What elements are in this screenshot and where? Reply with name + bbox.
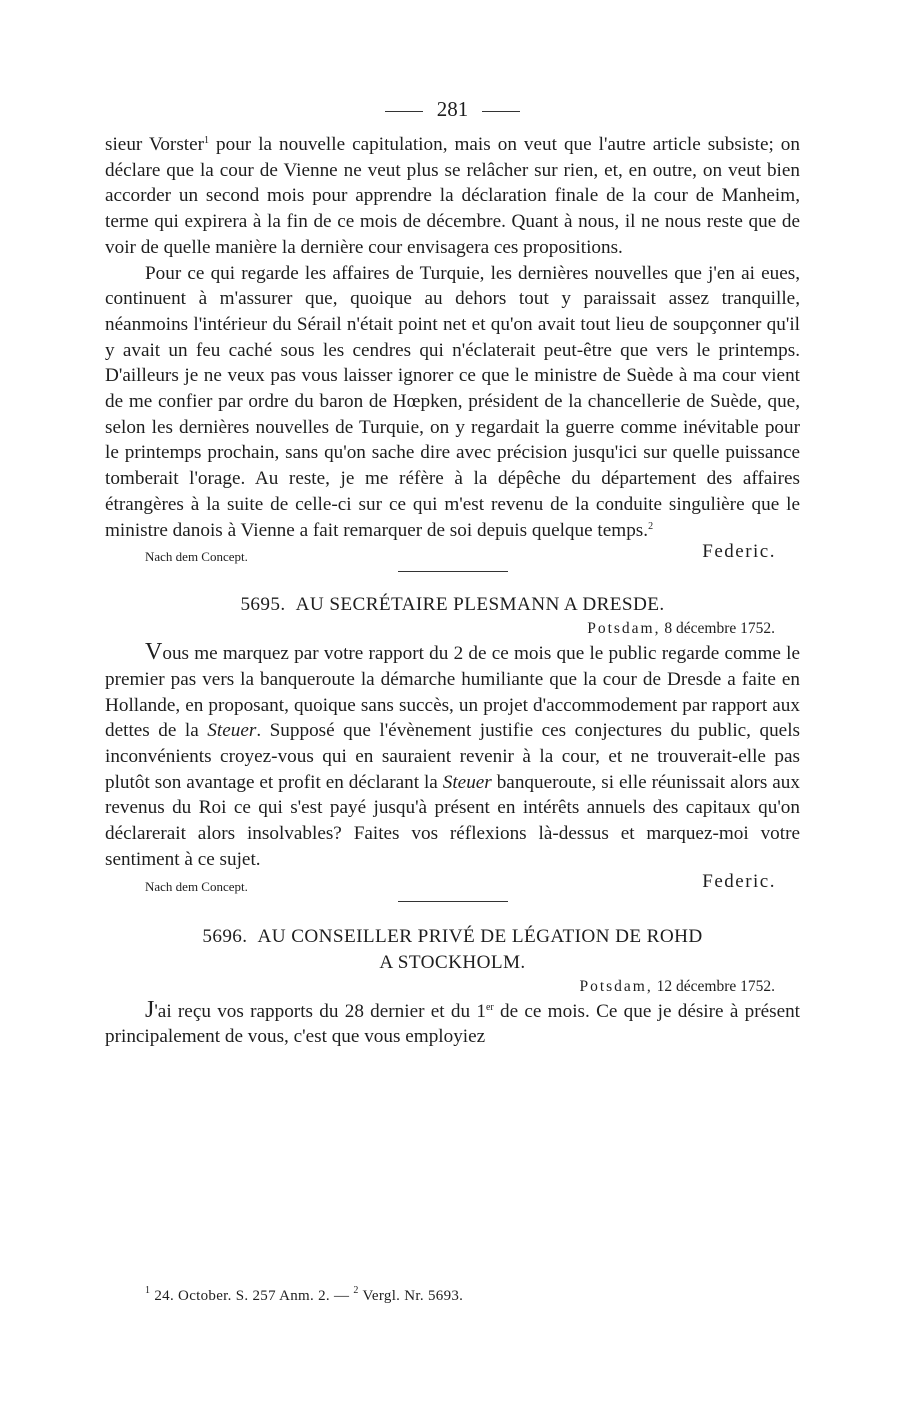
letter-body: [105, 640, 800, 872]
paragraph-text: banqueroute, si elle réunissait alors aux revenus du Roi ce qui s'est payé jusqu'à présent en intérêts annuels des capitaux qu'on déclarerait alors insolvables? Faites vos réflexions là-dessus et marquez-moi votre sentiment à ce sujet.: [105, 771, 800, 870]
paragraph-text: de ce mois. Ce que je désire à présent principalement de vous, c'est que vous employiez: [105, 1000, 801, 1048]
letter-title-line-2: A STOCKHOLM.: [379, 951, 526, 973]
letter-heading: [105, 924, 800, 950]
signature: Federic.: [702, 541, 776, 563]
place: Potsdam,: [579, 977, 653, 995]
place: Potsdam,: [587, 620, 661, 638]
closing-block: [105, 543, 800, 569]
initial-letter: J: [145, 996, 155, 1023]
footnote-mark: 2: [648, 520, 654, 532]
emphasis: Steuer: [442, 771, 492, 793]
letter-heading: [105, 592, 800, 618]
footnote-2: Vergl. Nr. 5693.: [358, 1288, 464, 1304]
paragraph-text: pour la nouvelle capitulation, mais on veut que l'autre article subsiste; on déclare que la cour de Vienne ne veut plus se relâcher sur rien, et, en outre, on veut bien accorder un second mois pour apprendre la déclaration finale de la cour de Manheim, terme qui expirera à la fin de ce mois de décembre. Quant à nous, il ne nous reste que de voir de quelle manière la dernière cour envisagera ces propositions.: [105, 134, 800, 258]
header-dash-right: [482, 111, 520, 112]
dateline: [105, 976, 800, 998]
footnote-mark: 1: [145, 1285, 151, 1296]
dateline: [105, 618, 800, 640]
continuation-paragraph-2: [105, 261, 800, 544]
letter-title: AU SECRÉTAIRE PLESMANN A DRESDE.: [295, 594, 665, 616]
continuation-paragraph-1: [105, 132, 800, 261]
paragraph-text: Pour ce qui regarde les affaires de Turquie, les dernières nouvelles que j'en ai eues, continuent à m'assurer que, quoique au dehors tout y paraissait assez tranquille, néanmoins l'intérieur du Sérail n'était point net et qu'on avait tout lieu de soupçonner qu'il y avait un feu caché sous les cendres qui n'éclaterait peut-être que vers le printemps. D'ailleurs je ne veux pas vous laisser ignorer ce que le ministre de Suède à ma cour vient de me confier par ordre du baron de Hœpken, président de la chancellerie de Suède, que, selon les dernières nouvelles de Turquie, on y regardait la guerre comme inévitable pour le printemps prochain, sans qu'on sache dire avec précision jusqu'ici sur quelle puissance tomberait l'orage. Au reste, je me réfère à la dépêche du département des affaires étrangères à la suite de celle-ci sur ce qui m'est revenu de la conduite singulière que le ministre danois à Vienne a fait remarquer de soi depuis quelque temps.: [105, 262, 800, 541]
paragraph-text: ous me marquez par votre rapport du 2 de ce mois que le public regarde comme le premier pas vers la banqueroute la démarche humiliante que la cour de Dresde a faite en Hollande, en proposant, quoique sans succès, un projet d'accommodement par rapport aux dettes de la: [105, 643, 800, 742]
footnote-1: 24. October. S. 257 Anm. 2. —: [150, 1288, 354, 1304]
signature: Federic.: [702, 870, 776, 892]
letter-number: 5695.: [240, 594, 286, 616]
letter-title: AU CONSEILLER PRIVÉ DE LÉGATION DE ROHD: [257, 925, 703, 947]
emphasis: Steuer: [207, 720, 257, 742]
closing-block: [105, 870, 800, 899]
source-note: Nach dem Concept.: [145, 878, 248, 894]
paragraph-text: . Supposé que l'évènement justifie ces conjectures du public, quels inconvénients croyez-vous qui en sauraient revenir à la cour, et ne trouverait-elle pas plutôt son avantage et profit en déclarant la: [105, 720, 800, 793]
date: 8 décembre 1752.: [660, 620, 775, 638]
letter-body: [105, 998, 800, 1050]
footnote-mark: 1: [204, 135, 210, 146]
date: 12 décembre 1752.: [652, 977, 775, 995]
initial-letter: V: [145, 639, 163, 666]
source-note: Nach dem Concept.: [145, 549, 248, 565]
paragraph-text: sieur Vorster: [105, 134, 205, 155]
footnotes: [145, 1285, 464, 1305]
page-header: [105, 96, 800, 122]
footnote-mark: 2: [353, 1285, 359, 1296]
page-body: [105, 96, 800, 1050]
letter-number: 5696.: [202, 925, 248, 947]
header-dash-left: [385, 111, 423, 112]
paragraph-text: 'ai reçu vos rapports du 28 dernier et du 1: [154, 1000, 486, 1022]
page-number: 281: [436, 97, 469, 121]
superscript: er: [485, 1001, 494, 1013]
